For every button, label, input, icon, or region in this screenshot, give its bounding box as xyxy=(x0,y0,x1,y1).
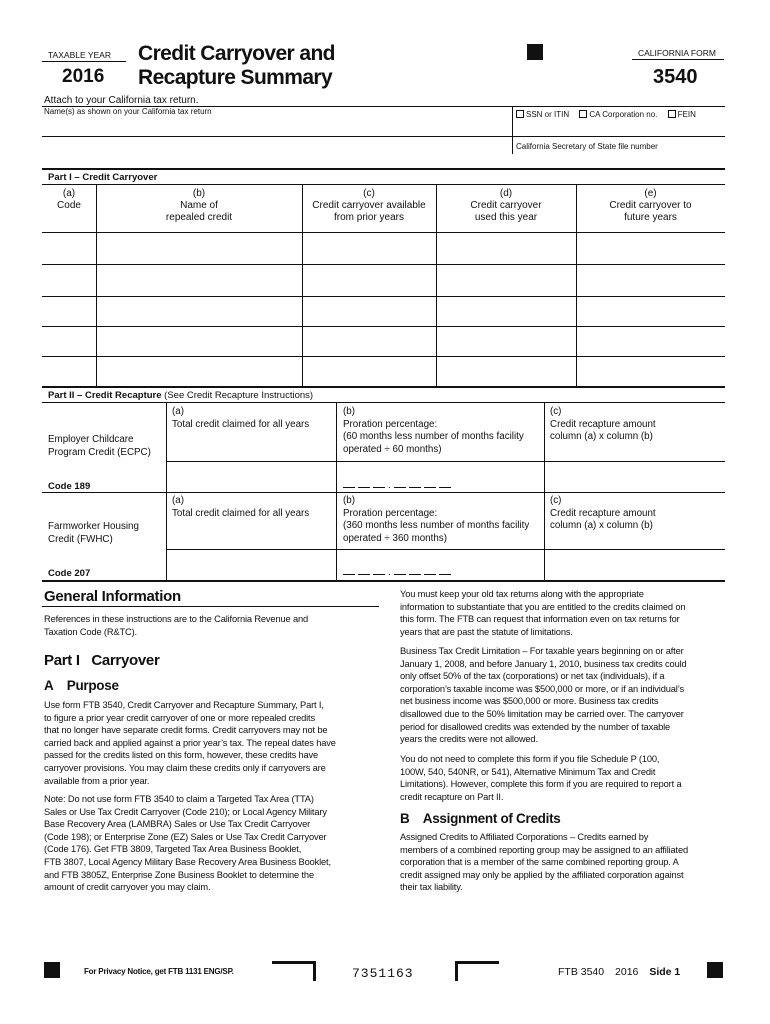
intro-line2: Taxation Code (R&TC). xyxy=(44,626,137,637)
assign-line-1: members of a combined reporting group may be assigned to an affiliated xyxy=(400,844,689,855)
fwhc-col-c xyxy=(550,495,656,533)
note-paragraph xyxy=(44,793,380,894)
corner-mark-2-v xyxy=(455,961,458,981)
part1-col-b-header xyxy=(96,188,302,224)
ssn-checkbox[interactable] xyxy=(516,110,524,118)
fwhc-recapture-input[interactable] xyxy=(545,550,725,580)
right-p2-line-0: Business Tax Credit Limitation – For taxable years beginning on or after xyxy=(400,646,684,656)
ecpc-decimal: . xyxy=(388,480,391,491)
part2-heading-bold: Part II xyxy=(48,390,75,401)
taxable-year-label: TAXABLE YEAR xyxy=(48,50,111,60)
ca-corp-label: CA Corporation no. xyxy=(589,110,658,119)
right-p2-line-2: only offset 50% of the tax (corporations) or net tax (individuals), if a xyxy=(400,671,665,682)
assign-line-0: Assigned Credits to Affiliated Corporations – Credits earned by xyxy=(400,832,649,842)
barcode-number: 7351163 xyxy=(352,966,414,981)
part2-top-rule xyxy=(42,386,725,388)
part1-heading xyxy=(48,172,157,183)
part1-carryover-title: Part I Carryover xyxy=(44,652,160,669)
right-paragraph-3 xyxy=(400,753,726,803)
part2-divider-c xyxy=(544,402,545,580)
assignment-title: B Assignment of Credits xyxy=(400,811,561,826)
right-p2-line-7: years the credits were not allowed. xyxy=(400,734,538,745)
part1-top-rule xyxy=(42,168,725,170)
col-c-letter: (c) xyxy=(363,188,375,199)
col-d-line1: Credit carryover xyxy=(470,200,542,211)
ecpc-code: Code 189 xyxy=(48,481,91,492)
purpose-line-2: that no longer have separate credit forms. Credit carryovers may not be xyxy=(44,725,328,736)
fwhc-a-text: Total credit claimed for all years xyxy=(172,507,310,519)
col-d-letter: (d) xyxy=(499,188,513,199)
part1-row-1[interactable] xyxy=(42,233,725,264)
footer-form-number: FTB 3540 xyxy=(558,966,605,978)
fwhc-a-letter: (a) xyxy=(172,495,184,506)
right-p1-line-0: You must keep your old tax returns along with the appropriate xyxy=(400,589,644,599)
fwhc-top-rule xyxy=(42,492,725,493)
form-title-line2: Recapture Summary xyxy=(138,66,333,89)
right-p2-line-6: period for disallowed credits was extended by the number of taxable xyxy=(400,721,671,732)
part1-row-5[interactable] xyxy=(42,357,725,386)
registration-mark-bottom-right xyxy=(707,962,723,978)
fein-checkbox[interactable] xyxy=(668,110,676,118)
note-line-1: Sales or Use Tax Credit Carryover (Code 210); or Local Agency Military xyxy=(44,806,327,817)
fwhc-total-input[interactable] xyxy=(167,550,335,580)
ecpc-b-line1: Proration percentage: xyxy=(343,418,438,430)
part1-col-c-header xyxy=(302,188,436,224)
part2-heading xyxy=(48,390,313,401)
assign-line-2: corporation that is a member of the same combined reporting group. A xyxy=(400,857,679,868)
purpose-line-4: passed for the credits listed on this form, however, these credits have xyxy=(44,750,319,761)
part1-row-2[interactable] xyxy=(42,265,725,296)
names-label: Name(s) as shown on your California tax return xyxy=(44,107,212,116)
right-p1-line-2: this form. The FTB can request that information even on tax returns for xyxy=(400,614,680,625)
part1-heading-rest: – Credit Carryover xyxy=(74,172,158,183)
corner-mark-1-h xyxy=(272,961,316,964)
purpose-line-5: carryover provisions. You may claim these credits only if carryovers are xyxy=(44,762,326,773)
ecpc-name xyxy=(48,434,151,459)
note-line-4: (Code 176). Get FTB 3809, Targeted Tax Area Business Booklet, xyxy=(44,844,302,855)
part2-divider-a xyxy=(166,402,167,580)
purpose-line-1: to figure a prior year credit carryover of one or more repealed credits xyxy=(44,712,315,723)
footer-side: Side 1 xyxy=(649,966,681,978)
fwhc-col-a xyxy=(172,495,309,520)
part1-col-e-header xyxy=(576,188,725,224)
fwhc-b-letter: (b) xyxy=(343,495,355,506)
right-p1-line-1: information to substantiate that you are entitled to the credits claimed on xyxy=(400,601,686,612)
part1-row-4[interactable] xyxy=(42,327,725,356)
sos-file-label: California Secretary of State file number xyxy=(516,142,658,151)
corner-mark-2-h xyxy=(455,961,499,964)
part1-col-d-header xyxy=(436,188,576,224)
ca-corp-checkbox[interactable] xyxy=(579,110,587,118)
note-line-0: Note: Do not use form FTB 3540 to claim a Targeted Tax Area (TTA) xyxy=(44,794,314,804)
ecpc-col-a xyxy=(172,406,309,431)
general-info-rule xyxy=(42,606,379,607)
part2-divider-b xyxy=(336,402,337,580)
col-a-letter: (a) xyxy=(62,188,76,199)
fwhc-c-letter: (c) xyxy=(550,495,562,506)
general-info-intro xyxy=(44,613,380,638)
ecpc-c-letter: (c) xyxy=(550,406,562,417)
right-p3-line-3: credit recapture on Part II. xyxy=(400,791,504,802)
registration-mark-top xyxy=(527,44,543,60)
note-line-5: FTB 3807, Local Agency Military Base Recovery Area Business Booklet, xyxy=(44,856,331,867)
col-d-line2: used this year xyxy=(474,212,538,223)
fwhc-bottom-rule xyxy=(42,580,725,582)
attach-note: Attach to your California tax return. xyxy=(44,95,199,106)
fwhc-decimal: . xyxy=(388,567,391,578)
form-number-rule xyxy=(632,59,724,60)
ecpc-a-letter: (a) xyxy=(172,406,184,417)
form-number: 3540 xyxy=(653,66,698,88)
part1-col-a-header xyxy=(42,188,96,212)
col-c-line1: Credit carryover available xyxy=(312,200,426,211)
right-p3-line-0: You do not need to complete this form if you file Schedule P (100, xyxy=(400,754,660,764)
ecpc-c-line2: column (a) x column (b) xyxy=(550,431,653,442)
fein-label: FEIN xyxy=(677,110,696,119)
fwhc-col-b xyxy=(343,495,529,545)
footer-year: 2016 xyxy=(615,966,639,978)
ecpc-col-b xyxy=(343,406,524,456)
part1-row-3[interactable] xyxy=(42,297,725,326)
intro-line1: References in these instructions are to the California Revenue and xyxy=(44,614,308,624)
fwhc-b-line1: Proration percentage: xyxy=(343,507,438,519)
part2-heading-rest: (See Credit Recapture Instructions) xyxy=(164,390,314,401)
right-paragraph-1 xyxy=(400,588,726,638)
col-e-letter: (e) xyxy=(644,188,657,199)
purpose-line-3: carried back and applied against a prior year’s tax. The repeal dates have xyxy=(44,737,336,748)
fwhc-b-line3: operated ÷ 360 months) xyxy=(343,532,447,544)
general-info-title: General Information xyxy=(44,588,181,605)
purpose-title: A Purpose xyxy=(44,678,119,693)
part1-heading-bold: Part I xyxy=(48,172,72,183)
form-title-line1: Credit Carryover and xyxy=(138,42,335,65)
taxable-year-value: 2016 xyxy=(62,66,105,87)
names-rule-mid xyxy=(42,136,725,137)
ecpc-b-line2: (60 months less number of months facility xyxy=(343,431,524,442)
fwhc-c-line1: Credit recapture amount xyxy=(550,507,656,519)
col-e-line1: Credit carryover to xyxy=(609,200,692,211)
purpose-paragraph xyxy=(44,699,380,787)
fwhc-name-line2: Credit (FWHC) xyxy=(48,533,113,545)
privacy-notice: For Privacy Notice, get FTB 1131 ENG/SP. xyxy=(84,967,234,976)
right-p1-line-3: years that are past the statute of limitations. xyxy=(400,626,573,637)
ecpc-b-letter: (b) xyxy=(343,406,355,417)
ecpc-proration-input[interactable] xyxy=(343,480,454,491)
fwhc-proration-input[interactable] xyxy=(343,567,454,578)
ssn-label: SSN or ITIN xyxy=(526,110,570,119)
assignment-paragraph xyxy=(400,831,726,894)
names-rule-top xyxy=(42,106,725,107)
ecpc-a-text: Total credit claimed for all years xyxy=(172,418,310,430)
fwhc-c-line2: column (a) x column (b) xyxy=(550,520,653,531)
col-e-line2: future years xyxy=(624,212,677,223)
right-p3-line-2: Limitations). However, complete this form if you are required to report a xyxy=(400,779,682,790)
col-a-line1: Code xyxy=(57,200,81,211)
col-b-line1: Name of xyxy=(180,200,218,211)
footer-form-id xyxy=(558,966,680,978)
fwhc-b-line2: (360 months less number of months facility xyxy=(343,520,530,531)
part2-heading-mid: – Credit Recapture xyxy=(77,390,162,401)
ecpc-name-line1: Employer Childcare xyxy=(48,434,134,445)
right-p3-line-1: 100W, 540, 540NR, or 541), Alternative Minimum Tax and Credit xyxy=(400,766,656,777)
note-line-7: amount of credit carryover you may claim. xyxy=(44,882,211,893)
note-line-3: (Code 198); or Enterprise Zone (EZ) Sales or Use Tax Credit Carryover xyxy=(44,831,327,842)
california-form-label: CALIFORNIA FORM xyxy=(638,48,716,58)
corner-mark-1-v xyxy=(313,961,316,981)
fwhc-code: Code 207 xyxy=(48,568,91,579)
purpose-line-0: Use form FTB 3540, Credit Carryover and Recapture Summary, Part I, xyxy=(44,700,324,710)
col-b-letter: (b) xyxy=(192,188,206,199)
registration-mark-bottom-left xyxy=(44,962,60,978)
fwhc-name xyxy=(48,521,139,546)
id-type-options xyxy=(516,110,696,119)
right-p2-line-5: disallowed due to the 50% limitation may be carried over. The carryover xyxy=(400,708,684,719)
fwhc-name-line1: Farmworker Housing xyxy=(48,521,139,532)
taxable-year-rule xyxy=(42,61,126,62)
right-p2-line-3: corporation’s taxable income was $500,000 or more, or if an individual’s xyxy=(400,683,684,694)
ecpc-col-c xyxy=(550,406,656,444)
note-line-6: and FTB 3805Z, Enterprise Zone Business Booklet to determine the xyxy=(44,869,314,880)
col-b-line2: repealed credit xyxy=(165,212,233,223)
ecpc-recapture-input[interactable] xyxy=(545,462,725,492)
assign-line-4: their tax liability. xyxy=(400,882,463,893)
col-c-line2: from prior years xyxy=(333,212,404,223)
right-paragraph-2 xyxy=(400,645,726,746)
right-p2-line-4: net business income was $500,000 or more. Business tax credits xyxy=(400,696,659,707)
ecpc-b-line3: operated ÷ 60 months) xyxy=(343,443,442,455)
assign-line-3: credit assigned may only be applied by the affiliated corporation against xyxy=(400,869,684,880)
ecpc-c-line1: Credit recapture amount xyxy=(550,418,656,430)
ecpc-name-line2: Program Credit (ECPC) xyxy=(48,446,151,458)
part1-heading-rule xyxy=(42,184,725,185)
id-column-divider xyxy=(512,106,513,154)
ecpc-total-input[interactable] xyxy=(167,462,335,492)
note-line-2: Base Recovery Area (LAMBRA) Sales or Use Tax Credit Carryover xyxy=(44,819,311,830)
part2-heading-rule xyxy=(42,402,725,403)
purpose-line-6: available from a prior year. xyxy=(44,775,150,786)
right-p2-line-1: January 1, 2008, and before January 1, 2010, business tax credits could xyxy=(400,658,687,669)
